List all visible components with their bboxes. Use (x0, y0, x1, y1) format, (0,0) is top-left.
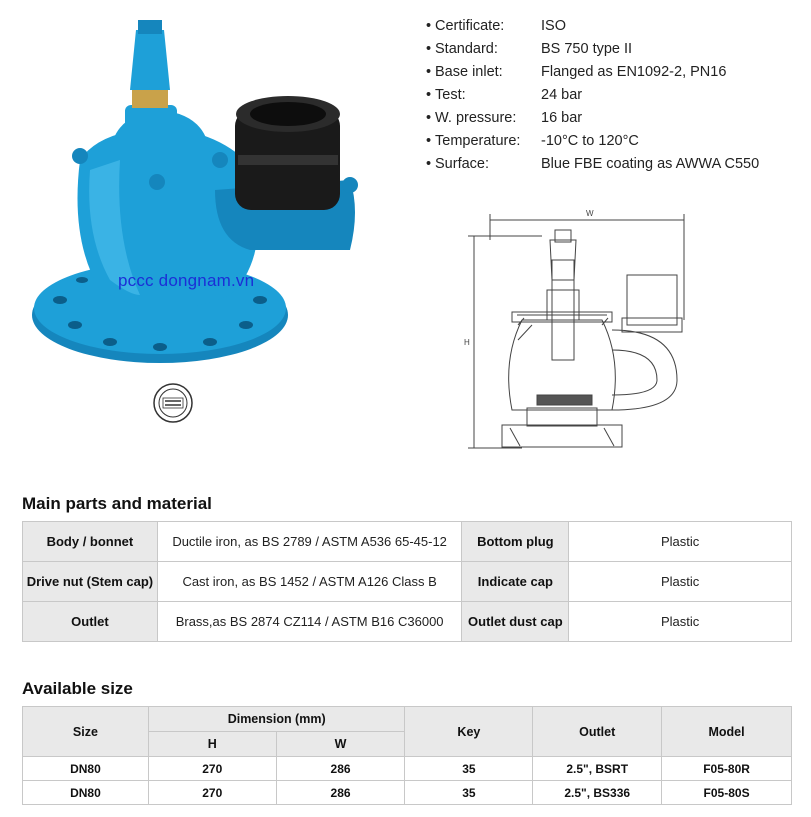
cell-w: 286 (276, 757, 405, 781)
part-material: Plastic (569, 522, 792, 562)
header-size: Size (23, 707, 149, 757)
spec-row (426, 129, 759, 152)
header-outlet: Outlet (533, 707, 662, 757)
cell-size: DN80 (23, 781, 149, 805)
technical-drawing (462, 200, 702, 458)
spec-label: Certificate: (435, 17, 505, 34)
spec-row (426, 14, 759, 37)
bullet-icon: • (426, 109, 432, 126)
cell-outlet: 2.5", BSRT (533, 757, 662, 781)
cell-model: F05-80R (662, 757, 792, 781)
header-dimension: Dimension (mm) (148, 707, 405, 732)
spec-value: BS 750 type II (541, 40, 633, 57)
part-material: Brass,as BS 2874 CZ114 / ASTM B16 C36000 (157, 602, 462, 642)
spec-row (426, 106, 759, 129)
table-row (23, 757, 792, 781)
spec-row (426, 60, 759, 83)
part-label: Outlet (23, 602, 158, 642)
bullet-icon: • (426, 17, 432, 34)
cell-size: DN80 (23, 757, 149, 781)
spec-value: ISO (541, 17, 566, 34)
cell-key: 35 (405, 781, 533, 805)
section-title-sizes: Available size (22, 679, 133, 698)
hydrant-photo (20, 10, 380, 380)
cell-h: 270 (148, 781, 276, 805)
part-material: Plastic (569, 602, 792, 642)
header-key: Key (405, 707, 533, 757)
spec-row (426, 83, 759, 106)
cell-outlet: 2.5", BS336 (533, 781, 662, 805)
iso-certification-logo (152, 382, 194, 424)
part-material: Cast iron, as BS 1452 / ASTM A126 Class B (157, 562, 462, 602)
spec-value: 16 bar (541, 109, 583, 126)
table-row (23, 522, 792, 562)
spec-row (426, 152, 759, 175)
spec-value: Flanged as EN1092-2, PN16 (541, 63, 727, 80)
part-label: Body / bonnet (23, 522, 158, 562)
spec-label: Surface: (435, 155, 489, 172)
cell-model: F05-80S (662, 781, 792, 805)
spec-label: Temperature: (435, 132, 521, 149)
section-title-parts: Main parts and material (22, 494, 212, 513)
sizes-table (22, 706, 792, 805)
bullet-icon: • (426, 132, 432, 149)
part-label: Drive nut (Stem cap) (23, 562, 158, 602)
cell-h: 270 (148, 757, 276, 781)
header-h: H (148, 732, 276, 757)
header-w: W (276, 732, 405, 757)
spec-value: 24 bar (541, 86, 583, 103)
spec-label: Test: (435, 86, 466, 103)
table-row (23, 781, 792, 805)
spec-row (426, 37, 759, 60)
part-material: Ductile iron, as BS 2789 / ASTM A536 65-45-12 (157, 522, 462, 562)
bullet-icon: • (426, 86, 432, 103)
part-label: Outlet dust cap (462, 602, 569, 642)
specifications-list (426, 14, 759, 175)
bullet-icon: • (426, 40, 432, 57)
drawing-h-label: H (464, 338, 470, 347)
watermark-text: pccc dongnam.vn (118, 271, 255, 290)
spec-value: -10°C to 120°C (541, 132, 639, 149)
part-label: Indicate cap (462, 562, 569, 602)
table-row (23, 602, 792, 642)
parts-table (22, 521, 792, 642)
part-material: Plastic (569, 562, 792, 602)
bullet-icon: • (426, 63, 432, 80)
table-row (23, 562, 792, 602)
spec-label: Base inlet: (435, 63, 503, 80)
spec-label: W. pressure: (435, 109, 517, 126)
drawing-w-label: W (586, 209, 594, 218)
table-header-row (23, 707, 792, 732)
spec-value: Blue FBE coating as AWWA C550 (541, 155, 760, 172)
spec-label: Standard: (435, 40, 498, 57)
part-label: Bottom plug (462, 522, 569, 562)
header-model: Model (662, 707, 792, 757)
cell-w: 286 (276, 781, 405, 805)
cell-key: 35 (405, 757, 533, 781)
bullet-icon: • (426, 155, 432, 172)
